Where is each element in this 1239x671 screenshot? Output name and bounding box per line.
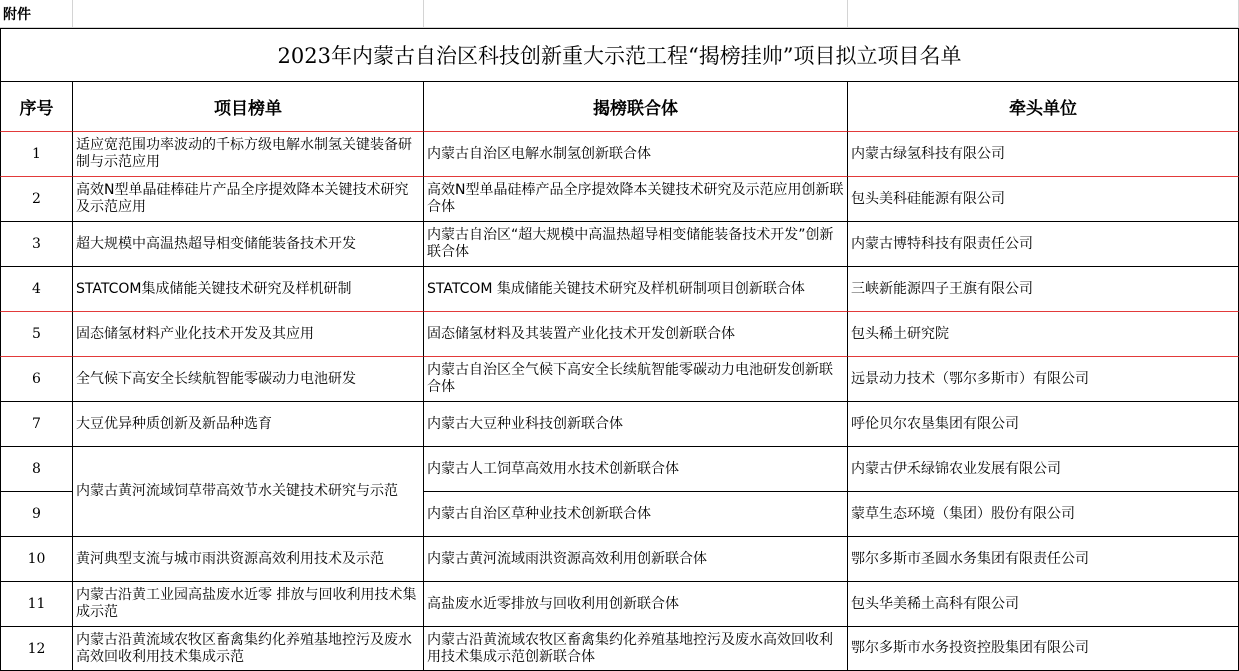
cell-lead[interactable] [848,402,1239,447]
cell-lead-text: 鄂尔多斯市水务投资控股集团有限公司 [851,640,1089,656]
cell-consortium[interactable] [424,402,848,447]
header-consortium[interactable] [424,82,848,132]
header-lead[interactable] [848,82,1239,132]
cell-consortium-text: 内蒙古自治区“超大规模中高温热超导相变储能装备技术开发”创新联合体 [427,227,834,260]
table-title: 2023年内蒙古自治区科技创新重大示范工程“揭榜挂帅”项目拟立项目名单 [277,44,962,68]
cell-lead-text: 三峡新能源四子王旗有限公司 [851,280,1033,297]
cell-no[interactable] [0,537,73,582]
cell-lead-text: 内蒙古博特科技有限责任公司 [851,235,1033,252]
header-no-label: 序号 [19,99,54,119]
empty-cell[interactable] [73,0,424,28]
attachment-label-cell[interactable] [0,0,73,28]
cell-project[interactable] [73,402,424,447]
cell-no-text: 11 [27,596,46,612]
cell-project-text: 适应宽范围功率波动的千标方级电解水制氢关键装备研制与示范应用 [76,137,412,170]
cell-project-text: 大豆优异种质创新及新品种选育 [76,415,272,432]
cell-lead-text: 蒙草生态环境（集团）股份有限公司 [851,505,1075,522]
cell-consortium[interactable] [424,582,848,627]
cell-no[interactable] [0,357,73,402]
cell-project-text: 全气候下高安全长续航智能零碳动力电池研发 [76,370,356,387]
cell-project[interactable] [73,177,424,222]
cell-project[interactable] [73,627,424,671]
cell-project-text: STATCOM集成储能关键技术研究及样机研制 [76,280,352,297]
cell-no[interactable] [0,582,73,627]
header-consortium-label: 揭榜联合体 [593,99,678,119]
cell-no-text: 6 [32,371,41,387]
empty-cell[interactable] [424,0,848,28]
cell-project-text: 高效N型单晶硅棒硅片产品全序提效降本关键技术研究及示范应用 [76,182,409,215]
cell-consortium-text: 高盐废水近零排放与回收利用创新联合体 [427,595,679,612]
cell-no-text: 12 [27,640,46,657]
cell-consortium-text: 高效N型单晶硅棒产品全序提效降本关键技术研究及示范应用创新联合体 [427,182,844,215]
cell-no[interactable] [0,447,73,492]
cell-project[interactable] [73,357,424,402]
attachment-label: 附件 [3,6,31,23]
cell-consortium-text: STATCOM 集成储能关键技术研究及样机研制项目创新联合体 [427,280,805,297]
cell-consortium-text: 内蒙古大豆种业科技创新联合体 [427,415,623,432]
cell-lead-text: 鄂尔多斯市圣圆水务集团有限责任公司 [851,550,1089,567]
cell-no[interactable] [0,402,73,447]
cell-consortium[interactable] [424,447,848,492]
cell-no-text: 3 [32,236,41,252]
cell-no[interactable] [0,311,73,357]
cell-lead[interactable] [848,447,1239,492]
cell-lead[interactable] [848,627,1239,671]
cell-project[interactable] [73,131,424,177]
cell-no[interactable] [0,492,73,537]
cell-consortium-text: 内蒙古黄河流域雨洪资源高效利用创新联合体 [427,550,707,567]
cell-consortium[interactable] [424,537,848,582]
cell-no-text: 10 [27,551,46,567]
cell-no-text: 7 [32,416,41,432]
cell-consortium-text: 固态储氢材料及其装置产业化技术开发创新联合体 [427,325,735,342]
cell-lead-text: 包头华美稀土高科有限公司 [851,595,1019,612]
cell-lead[interactable] [848,492,1239,537]
cell-no-text: 1 [32,146,41,162]
cell-project[interactable] [73,222,424,267]
cell-lead-text: 包头稀土研究院 [851,325,949,342]
cell-lead[interactable] [848,131,1239,177]
cell-project-text: 内蒙古沿黄流域农牧区畜禽集约化养殖基地控污及废水高效回收利用技术集成示范 [76,631,412,665]
cell-consortium[interactable] [424,311,848,357]
cell-lead[interactable] [848,357,1239,402]
header-project-label: 项目榜单 [214,99,282,119]
cell-no[interactable] [0,177,73,222]
cell-project-text: 内蒙古沿黄工业园高盐废水近零 排放与回收利用技术集成示范 [76,587,417,620]
cell-lead-text: 呼伦贝尔农垦集团有限公司 [851,415,1019,432]
cell-project[interactable] [73,582,424,627]
cell-consortium[interactable] [424,177,848,222]
cell-no-text: 8 [32,461,41,477]
cell-project[interactable] [73,311,424,357]
cell-lead[interactable] [848,537,1239,582]
cell-project-text: 固态储氢材料产业化技术开发及其应用 [76,325,314,342]
cell-project-text: 黄河典型支流与城市雨洪资源高效利用技术及示范 [76,550,384,567]
cell-lead[interactable] [848,177,1239,222]
cell-lead[interactable] [848,222,1239,267]
header-lead-label: 牵头单位 [1009,99,1077,119]
cell-project-text: 内蒙古黄河流域饲草带高效节水关键技术研究与示范 [76,483,398,499]
cell-no[interactable] [0,267,73,312]
cell-no[interactable] [0,131,73,177]
cell-project-merged[interactable] [73,447,424,537]
cell-lead-text: 远景动力技术（鄂尔多斯市）有限公司 [851,370,1089,387]
cell-lead[interactable] [848,267,1239,312]
header-project[interactable] [73,82,424,132]
cell-consortium[interactable] [424,267,848,312]
cell-consortium-text: 内蒙古自治区电解水制氢创新联合体 [427,145,651,162]
cell-project[interactable] [73,537,424,582]
cell-consortium-text: 内蒙古人工饲草高效用水技术创新联合体 [427,460,679,477]
cell-consortium[interactable] [424,627,848,671]
cell-no-text: 2 [32,191,41,207]
cell-consortium-text: 内蒙古自治区全气候下高安全长续航智能零碳动力电池研发创新联合体 [427,362,833,395]
cell-consortium[interactable] [424,357,848,402]
cell-consortium[interactable] [424,492,848,537]
cell-lead-text: 内蒙古绿氢科技有限公司 [851,145,1005,162]
table-title-cell[interactable] [0,28,1239,82]
cell-lead-text: 内蒙古伊禾绿锦农业发展有限公司 [851,460,1061,477]
cell-no-text: 9 [32,506,41,522]
empty-cell[interactable] [848,0,1239,28]
cell-no[interactable] [0,627,73,671]
header-no[interactable] [0,82,73,132]
cell-consortium[interactable] [424,222,848,267]
cell-lead[interactable] [848,582,1239,627]
cell-consortium-text: 内蒙古沿黄流域农牧区畜禽集约化养殖基地控污及废水高效回收利用技术集成示范创新联合体 [427,631,833,665]
cell-consortium-text: 内蒙古自治区草种业技术创新联合体 [427,505,651,522]
cell-lead[interactable] [848,311,1239,357]
cell-consortium[interactable] [424,131,848,177]
cell-no[interactable] [0,222,73,267]
cell-no-text: 4 [32,281,41,297]
cell-project[interactable] [73,267,424,312]
cell-no-text: 5 [32,326,41,342]
cell-lead-text: 包头美科硅能源有限公司 [851,190,1005,207]
cell-project-text: 超大规模中高温热超导相变储能装备技术开发 [76,235,356,252]
